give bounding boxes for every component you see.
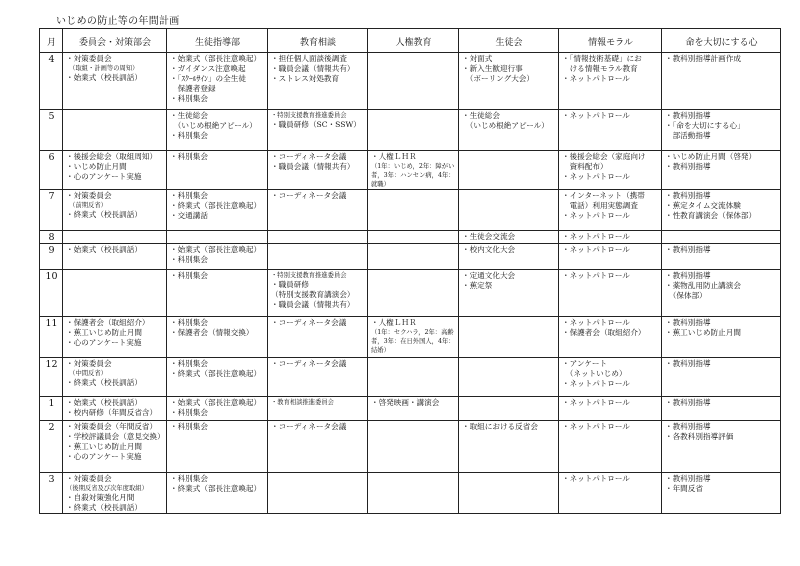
- cell-line: ・科別集会: [170, 422, 208, 431]
- cell-student-guidance: [167, 151, 268, 190]
- cell-line: ・始業式（校長訓話）: [66, 245, 142, 254]
- cell-counseling: [268, 190, 368, 231]
- month-cell: 2: [40, 421, 63, 473]
- table-row: [40, 397, 781, 421]
- cell-value-of-life: [662, 270, 781, 317]
- cell-student-council: [459, 53, 559, 110]
- cell-line: 者，3年：在日外国人，4年：: [371, 338, 455, 345]
- cell-line: ・職員研修: [271, 280, 309, 289]
- table-row: [40, 53, 781, 110]
- cell-line: 資料配布）: [562, 162, 608, 171]
- cell-line: ・自殺対策強化月間: [66, 493, 135, 502]
- cell-line: ・ネットパトロール: [562, 232, 630, 241]
- cell-committee: [63, 190, 167, 231]
- cell-line: （後期反省及び次年度取組）: [66, 485, 148, 492]
- cell-counseling: [268, 473, 368, 514]
- cell-line: ・コーディネータ会議: [271, 359, 347, 368]
- header-student-council: 生徒会: [459, 29, 559, 53]
- cell-value-of-life: [662, 421, 781, 473]
- cell-human-rights: [368, 151, 459, 190]
- cell-line: ・対策委員会: [66, 54, 112, 63]
- cell-value-of-life: [662, 231, 781, 244]
- cell-committee: [63, 53, 167, 110]
- cell-line: ・心のアンケート実施: [66, 338, 142, 347]
- cell-line: ・対策委員会（年間反省）: [66, 422, 158, 431]
- cell-line: ・科別集会: [170, 271, 208, 280]
- cell-counseling: [268, 397, 368, 421]
- cell-line: （1年：セクハラ，2年：高齢: [371, 329, 454, 336]
- cell-line: ・特別支援教育推進委員会: [271, 272, 347, 279]
- header-value-of-life: 命を大切にする心: [662, 29, 781, 53]
- cell-line: ・取組における反省会: [462, 422, 538, 431]
- cell-line: （保体部）: [665, 291, 707, 300]
- cell-line: 結婚）: [371, 347, 390, 354]
- annual-plan-table: [39, 28, 781, 514]
- cell-student-council: [459, 397, 559, 421]
- cell-counseling: [268, 53, 368, 110]
- cell-student-guidance: [167, 421, 268, 473]
- cell-line: ・コーディネータ会議: [271, 191, 347, 200]
- cell-info-morals: [559, 358, 662, 397]
- cell-line: ・対策委員会: [66, 359, 112, 368]
- cell-student-council: [459, 358, 559, 397]
- cell-line: ・人権ＬＨＲ: [371, 318, 417, 327]
- cell-line: （ネットいじめ）: [562, 369, 627, 378]
- cell-value-of-life: [662, 358, 781, 397]
- cell-committee: [63, 231, 167, 244]
- cell-counseling: [268, 421, 368, 473]
- cell-student-council: [459, 270, 559, 317]
- cell-line: ・ストレス対処教育: [271, 74, 340, 83]
- table-row: [40, 421, 781, 473]
- cell-line: （ボーリング大会）: [462, 74, 534, 83]
- cell-line: ける情報モラル教育: [562, 64, 638, 73]
- month-cell: 10: [40, 270, 63, 317]
- cell-committee: [63, 317, 167, 358]
- cell-line: ・ネットパトロール: [562, 422, 630, 431]
- cell-human-rights: [368, 397, 459, 421]
- cell-line: （特別支援教育講演会）: [271, 290, 355, 299]
- cell-human-rights: [368, 270, 459, 317]
- cell-line: ・心のアンケート実施: [66, 452, 142, 461]
- cell-line: ・保護者会（取組紹介）: [562, 328, 646, 337]
- cell-line: 者，3年：ハンセン病，4年：: [371, 172, 455, 179]
- cell-committee: [63, 358, 167, 397]
- cell-line: ・コーディネータ会議: [271, 152, 347, 161]
- cell-human-rights: [368, 244, 459, 270]
- cell-line: ・教科別指導: [665, 474, 711, 483]
- cell-line: ・ネットパトロール: [562, 398, 630, 407]
- cell-line: ・薬物乱用防止講演会: [665, 281, 741, 290]
- cell-line: ・生徒総会: [170, 111, 208, 120]
- cell-counseling: [268, 358, 368, 397]
- cell-line: ・交通講話: [170, 211, 208, 220]
- cell-line: ・職員会議（情報共有）: [271, 162, 355, 171]
- cell-line: ・教科別指導: [665, 398, 711, 407]
- cell-student-guidance: [167, 244, 268, 270]
- cell-line: ・終業式（校長訓話）: [66, 503, 142, 512]
- header-month: 月: [40, 29, 63, 53]
- cell-line: ・始業式（部長注意喚起）: [170, 245, 262, 254]
- header-human-rights: 人権教育: [368, 29, 459, 53]
- cell-student-council: [459, 244, 559, 270]
- cell-line: ・いじめ防止月間（啓発）: [665, 152, 757, 161]
- header-student-guidance: 生徒指導部: [167, 29, 268, 53]
- cell-line: 部活動指導: [665, 131, 711, 140]
- table-row: [40, 317, 781, 358]
- table-row: [40, 270, 781, 317]
- cell-line: ・コーディネータ会議: [271, 422, 347, 431]
- table-row: [40, 110, 781, 151]
- table-row: [40, 358, 781, 397]
- table-row: [40, 231, 781, 244]
- cell-committee: [63, 473, 167, 514]
- month-cell: 7: [40, 190, 63, 231]
- cell-line: ・教科別指導: [665, 271, 711, 280]
- cell-value-of-life: [662, 244, 781, 270]
- cell-line: ・教科別指導: [665, 422, 711, 431]
- cell-human-rights: [368, 190, 459, 231]
- cell-student-council: [459, 190, 559, 231]
- cell-line: （1年：いじめ，2年：障がい: [371, 163, 455, 170]
- cell-line: ・心のアンケート実施: [66, 172, 142, 181]
- cell-line: ・ネットパトロール: [562, 172, 630, 181]
- cell-line: ・生徒会交流会: [462, 232, 516, 241]
- cell-info-morals: [559, 231, 662, 244]
- cell-value-of-life: [662, 317, 781, 358]
- cell-student-guidance: [167, 53, 268, 110]
- cell-line: ・蕉定タイム交流体験: [665, 201, 741, 210]
- cell-student-council: [459, 151, 559, 190]
- cell-line: ・教育相談推進委員会: [271, 399, 334, 406]
- cell-line: ・ネットパトロール: [562, 74, 630, 83]
- cell-line: ・ネットパトロール: [562, 111, 630, 120]
- cell-line: ・性教育講演会（保体部）: [665, 211, 757, 220]
- cell-student-guidance: [167, 190, 268, 231]
- cell-info-morals: [559, 473, 662, 514]
- cell-info-morals: [559, 270, 662, 317]
- cell-line: ・終業式（部長注意喚起）: [170, 369, 262, 378]
- cell-line: ・科別集会: [170, 131, 208, 140]
- cell-line: ・担任個人面談後調査: [271, 54, 347, 63]
- cell-line: 保護者登録: [170, 84, 216, 93]
- cell-line: ・職員会議（情報共有）: [271, 64, 355, 73]
- cell-line: ・後援会総会（家庭向け: [562, 152, 646, 161]
- cell-line: ・終業式（部長注意喚起）: [170, 484, 262, 493]
- cell-student-council: [459, 421, 559, 473]
- cell-line: ・「ｽｸｰﾙｻｲﾝ」の全生徒: [170, 74, 246, 83]
- cell-line: ・終業式（校長訓話）: [66, 210, 142, 219]
- header-committee: 委員会・対策部会: [63, 29, 167, 53]
- cell-line: ・アンケート: [562, 359, 608, 368]
- cell-line: ・科別集会: [170, 94, 208, 103]
- cell-human-rights: [368, 317, 459, 358]
- month-cell: 3: [40, 473, 63, 514]
- cell-line: ・各教科別指導評価: [665, 432, 734, 441]
- cell-human-rights: [368, 53, 459, 110]
- cell-committee: [63, 110, 167, 151]
- table-row: [40, 190, 781, 231]
- cell-info-morals: [559, 53, 662, 110]
- cell-line: ・「命を大切にする心」: [665, 121, 745, 130]
- cell-line: ・教科別指導: [665, 359, 711, 368]
- cell-line: ・校内研修（年間反省含）: [66, 408, 158, 417]
- cell-line: ・教科別指導: [665, 318, 711, 327]
- cell-human-rights: [368, 110, 459, 151]
- cell-line: ・職員会議（情報共有）: [271, 300, 355, 309]
- month-cell: 8: [40, 231, 63, 244]
- cell-human-rights: [368, 358, 459, 397]
- cell-line: ・ネットパトロール: [562, 474, 630, 483]
- plan-body: [40, 53, 781, 514]
- cell-line: ・教科別指導: [665, 245, 711, 254]
- cell-line: ・教科別指導: [665, 111, 711, 120]
- cell-line: （前期反省）: [66, 202, 107, 209]
- cell-line: ・特別支援教育推進委員会: [271, 112, 347, 119]
- cell-line: ・ネットパトロール: [562, 318, 630, 327]
- cell-counseling: [268, 151, 368, 190]
- cell-line: ・始業式（部長注意喚起）: [170, 54, 262, 63]
- cell-line: ・インターネット（携帯: [562, 191, 645, 200]
- cell-line: ・教科別指導計画作成: [665, 54, 741, 63]
- cell-line: ・ガイダンス注意喚起: [170, 64, 246, 73]
- month-cell: 11: [40, 317, 63, 358]
- cell-line: ・後援会総会（取組周知）: [66, 152, 158, 161]
- cell-line: ・「情報技術基礎」にお: [562, 54, 642, 63]
- cell-line: ・学校評議員会（意見交換）: [66, 432, 165, 441]
- cell-line: ・啓発映画・講演会: [371, 398, 440, 407]
- month-cell: 9: [40, 244, 63, 270]
- cell-line: ・対面式: [462, 54, 493, 63]
- cell-committee: [63, 397, 167, 421]
- month-cell: 6: [40, 151, 63, 190]
- cell-committee: [63, 244, 167, 270]
- cell-counseling: [268, 317, 368, 358]
- cell-line: ・ネットパトロール: [562, 245, 630, 254]
- cell-student-guidance: [167, 397, 268, 421]
- cell-line: ・科別集会: [170, 152, 208, 161]
- cell-line: ・ネットパトロール: [562, 379, 630, 388]
- cell-line: （いじめ根絶アピール）: [462, 121, 549, 130]
- cell-student-council: [459, 473, 559, 514]
- cell-line: ・教科別指導: [665, 162, 711, 171]
- cell-line: ・蕉工いじめ防止月間: [665, 328, 741, 337]
- cell-counseling: [268, 110, 368, 151]
- cell-info-morals: [559, 317, 662, 358]
- cell-line: ・始業式（校長訓話）: [66, 73, 142, 82]
- cell-line: ・校内文化大会: [462, 245, 516, 254]
- cell-line: ・いじめ防止月間: [66, 162, 127, 171]
- cell-student-guidance: [167, 317, 268, 358]
- cell-committee: [63, 151, 167, 190]
- cell-human-rights: [368, 473, 459, 514]
- cell-line: ・終業式（部長注意喚起）: [170, 201, 262, 210]
- cell-line: ・科別集会: [170, 191, 208, 200]
- cell-line: ・終業式（校長訓話）: [66, 378, 142, 387]
- cell-line: ・蕉工いじめ防止月間: [66, 442, 142, 451]
- month-cell: 1: [40, 397, 63, 421]
- cell-value-of-life: [662, 53, 781, 110]
- cell-student-council: [459, 317, 559, 358]
- cell-value-of-life: [662, 397, 781, 421]
- month-cell: 4: [40, 53, 63, 110]
- cell-student-council: [459, 231, 559, 244]
- cell-student-guidance: [167, 110, 268, 151]
- header-info-morals: 情報モラル: [559, 29, 662, 53]
- cell-line: ・年間反省: [665, 484, 703, 493]
- cell-committee: [63, 421, 167, 473]
- cell-line: ・職員研修（SC・SSW）: [271, 120, 361, 129]
- cell-student-guidance: [167, 473, 268, 514]
- header-counseling: 教育相談: [268, 29, 368, 53]
- month-cell: 5: [40, 110, 63, 151]
- cell-line: （取組・計画等の周知）: [66, 65, 139, 72]
- cell-info-morals: [559, 190, 662, 231]
- cell-committee: [63, 270, 167, 317]
- cell-line: ・科別集会: [170, 255, 208, 264]
- cell-human-rights: [368, 231, 459, 244]
- cell-line: （中間反省）: [66, 370, 107, 377]
- cell-line: 就職）: [371, 181, 390, 188]
- cell-value-of-life: [662, 110, 781, 151]
- cell-value-of-life: [662, 190, 781, 231]
- table-row: [40, 244, 781, 270]
- cell-value-of-life: [662, 151, 781, 190]
- cell-counseling: [268, 244, 368, 270]
- cell-line: ・ネットパトロール: [562, 211, 630, 220]
- cell-info-morals: [559, 110, 662, 151]
- cell-line: ・蕉定祭: [462, 281, 493, 290]
- cell-counseling: [268, 231, 368, 244]
- cell-value-of-life: [662, 473, 781, 514]
- cell-line: ・対策委員会: [66, 474, 112, 483]
- cell-student-guidance: [167, 270, 268, 317]
- cell-info-morals: [559, 244, 662, 270]
- cell-counseling: [268, 270, 368, 317]
- cell-line: 電話）利用実態調査: [562, 201, 638, 210]
- table-row: [40, 151, 781, 190]
- cell-line: ・定通文化大会: [462, 271, 516, 280]
- cell-line: ・新入生歓迎行事: [462, 64, 523, 73]
- table-row: [40, 473, 781, 514]
- cell-line: ・科別集会: [170, 359, 208, 368]
- cell-line: ・生徒総会: [462, 111, 500, 120]
- cell-line: ・科別集会: [170, 474, 208, 483]
- cell-info-morals: [559, 397, 662, 421]
- cell-line: ・始業式（部長注意喚起）: [170, 398, 262, 407]
- cell-line: ・科別集会: [170, 408, 208, 417]
- cell-info-morals: [559, 151, 662, 190]
- cell-student-guidance: [167, 358, 268, 397]
- cell-info-morals: [559, 421, 662, 473]
- cell-line: ・コーディネータ会議: [271, 318, 347, 327]
- cell-student-council: [459, 110, 559, 151]
- page-title: いじめの防止等の年間計画: [56, 16, 180, 27]
- cell-line: ・人権ＬＨＲ: [371, 152, 417, 161]
- cell-line: ・始業式（校長訓話）: [66, 398, 142, 407]
- cell-line: ・ネットパトロール: [562, 271, 630, 280]
- cell-human-rights: [368, 421, 459, 473]
- cell-line: ・保護者会（情報交換）: [170, 328, 254, 337]
- cell-line: ・保護者会（取組紹介）: [66, 318, 150, 327]
- header-row: [40, 29, 781, 53]
- cell-line: ・教科別指導: [665, 191, 711, 200]
- cell-student-guidance: [167, 231, 268, 244]
- month-cell: 12: [40, 358, 63, 397]
- cell-line: ・科別集会: [170, 318, 208, 327]
- cell-line: （いじめ根絶アピール）: [170, 121, 257, 130]
- cell-line: ・対策委員会: [66, 191, 112, 200]
- cell-line: ・蕉工いじめ防止月間: [66, 328, 142, 337]
